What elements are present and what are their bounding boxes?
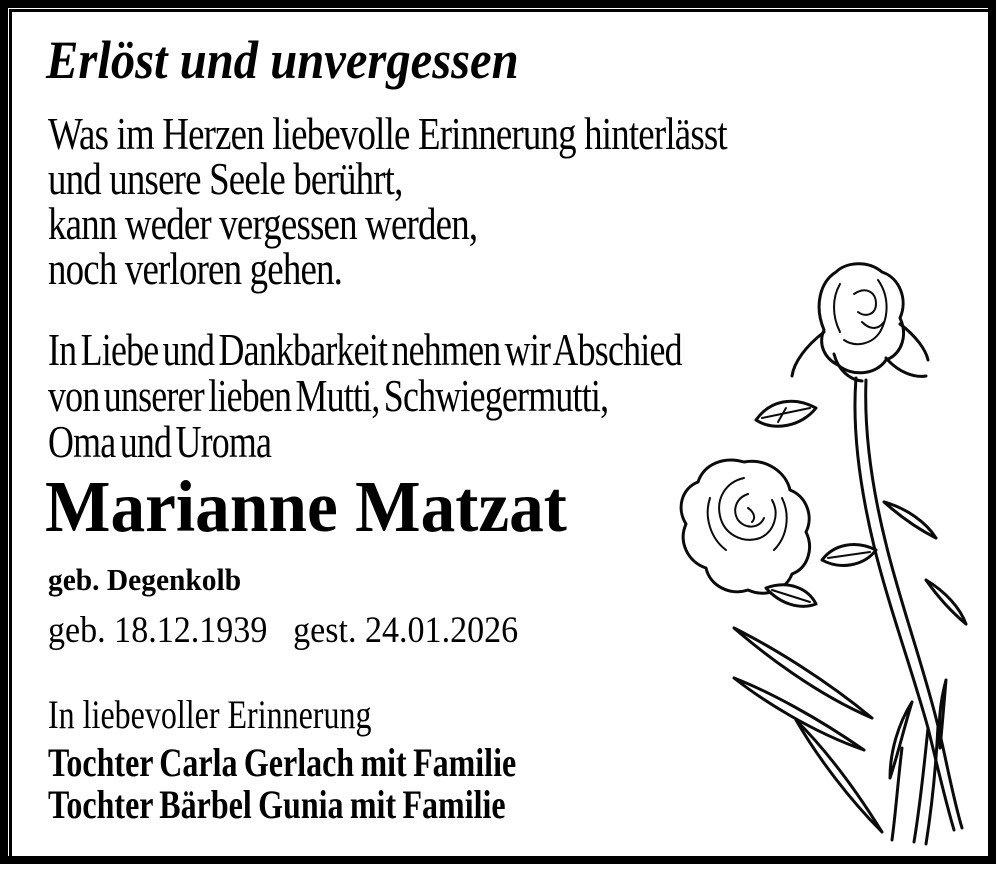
headline: Erlöst und unvergessen <box>46 30 519 90</box>
intro-line: In Liebe und Dankbarkeit nehmen wir Abschied <box>48 324 682 375</box>
deceased-name: Marianne Matzat <box>45 466 567 547</box>
verse-line: und unsere Seele berührt, <box>48 154 403 204</box>
mourners-list <box>48 742 516 826</box>
life-dates <box>48 610 518 652</box>
intro-line: Oma und Uroma <box>48 416 272 467</box>
maiden-name: geb. Degenkolb <box>48 562 242 597</box>
birth-date: geb. 18.12.1939 <box>48 610 268 651</box>
mourner-line: Tochter Bärbel Gunia mit Familie <box>48 782 506 827</box>
intro-paragraph <box>48 324 682 467</box>
verse-line: Was im Herzen liebevolle Erinnerung hinterlässt <box>48 109 727 159</box>
mourner-line: Tochter Carla Gerlach mit Familie <box>48 740 517 785</box>
intro-line: von unserer lieben Mutti, Schwiegermutti, <box>48 370 609 421</box>
verse-line: noch verloren gehen. <box>48 244 343 294</box>
death-date: gest. 24.01.2026 <box>293 610 519 651</box>
closing-line: In liebevoller Erinnerung <box>48 692 372 737</box>
rose-illustration <box>678 250 970 850</box>
verse-line: kann weder vergessen werden, <box>48 199 478 249</box>
verse-paragraph <box>48 109 727 294</box>
